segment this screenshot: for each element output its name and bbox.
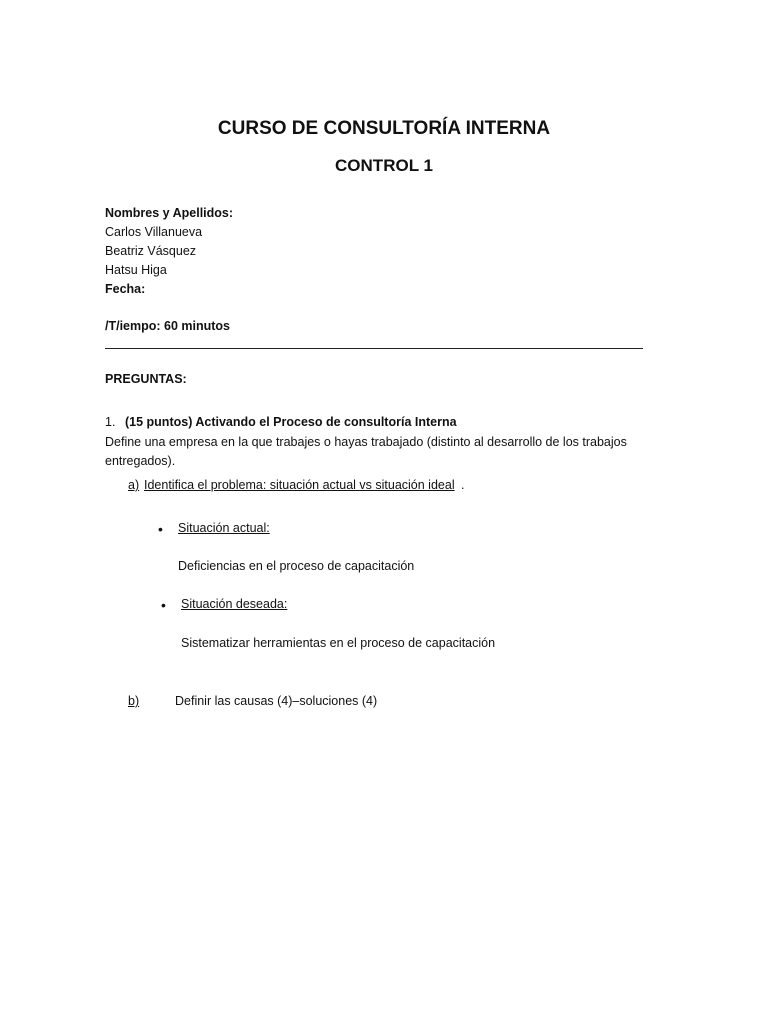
time-line: /T/iempo: 60 minutos bbox=[105, 319, 231, 333]
bullet-icon: • bbox=[161, 597, 166, 613]
name-1: Carlos Villanueva bbox=[105, 225, 203, 239]
question-1-number: 1. bbox=[105, 415, 116, 429]
current-situation-text: Deficiencias en el proceso de capacitación bbox=[178, 559, 415, 573]
date-label: Fecha: bbox=[105, 282, 146, 296]
question-1-title: (15 puntos) Activando el Proceso de consultoría Interna bbox=[125, 415, 457, 429]
item-b-label: b) bbox=[128, 694, 140, 708]
item-b-text: Definir las causas (4)–soluciones (4) bbox=[175, 694, 378, 708]
name-3: Hatsu Higa bbox=[105, 263, 167, 277]
questions-label: PREGUNTAS: bbox=[105, 372, 187, 386]
question-1-desc-line-1: Define una empresa en la que trabajes o hayas trabajado (distinto al desarrollo de los trabajos bbox=[105, 435, 627, 449]
desired-situation-text: Sistematizar herramientas en el proceso de capacitación bbox=[181, 636, 496, 650]
item-a-period: . bbox=[461, 478, 465, 492]
document-title: CURSO DE CONSULTORÍA INTERNA bbox=[217, 118, 551, 139]
document-subtitle: CONTROL 1 bbox=[335, 156, 433, 175]
separator-line bbox=[105, 348, 643, 349]
name-2: Beatriz Vásquez bbox=[105, 244, 197, 258]
desired-situation-label: Situación deseada: bbox=[181, 597, 288, 611]
names-label: Nombres y Apellidos: bbox=[105, 206, 234, 220]
current-situation-label: Situación actual: bbox=[178, 521, 270, 535]
bullet-icon: • bbox=[158, 521, 163, 537]
item-a-label: a) bbox=[128, 478, 140, 492]
question-1-desc-line-2: entregados). bbox=[105, 454, 176, 468]
item-a-text: Identifica el problema: situación actual vs situación ideal bbox=[144, 478, 455, 492]
